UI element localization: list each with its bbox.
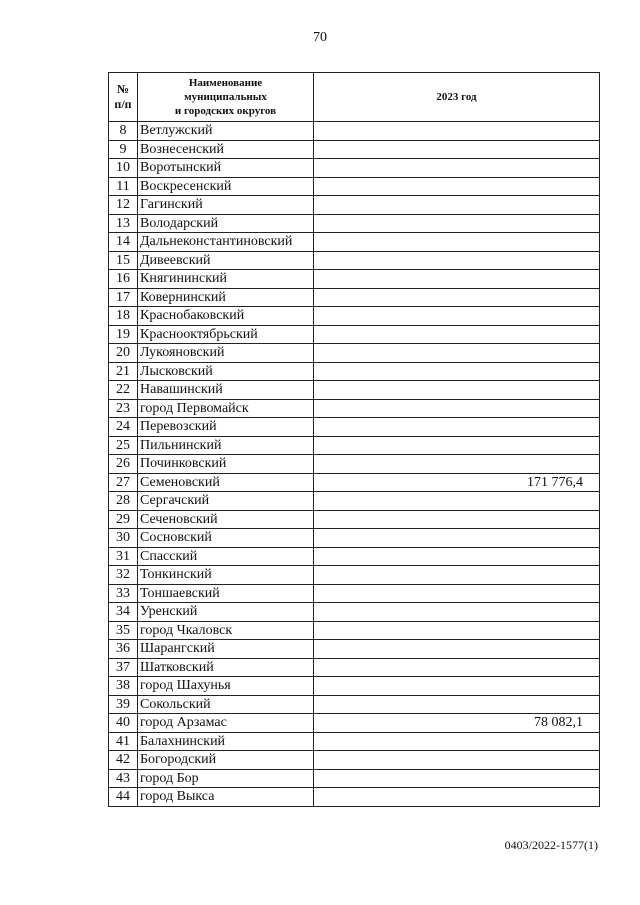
table-row [109,788,600,807]
row-value-2023: 78 082,1 [314,714,600,733]
header-name-line: муниципальных [184,91,267,103]
table-row [109,621,600,640]
header-number-line: п/п [114,97,132,111]
row-number: 26 [109,455,138,474]
row-municipality-name: Ковернинский [138,288,314,307]
row-number: 9 [109,140,138,159]
table-row [109,251,600,270]
table-row [109,640,600,659]
row-number: 25 [109,436,138,455]
row-municipality-name: Тоншаевский [138,584,314,603]
table-row [109,381,600,400]
row-municipality-name: Гагинский [138,196,314,215]
table-row [109,344,600,363]
row-municipality-name: Воскресенский [138,177,314,196]
header-year: 2023 год [314,73,600,122]
row-municipality-name: Вознесенский [138,140,314,159]
row-municipality-name: Ветлужский [138,122,314,141]
row-municipality-name: Краснобаковский [138,307,314,326]
row-number: 38 [109,677,138,696]
row-value-2023 [314,547,600,566]
row-value-2023 [314,251,600,270]
row-municipality-name: Сосновский [138,529,314,548]
row-value-2023 [314,788,600,807]
row-number: 14 [109,233,138,252]
row-municipality-name: Володарский [138,214,314,233]
header-name-line: и городских округов [174,105,277,117]
row-municipality-name: Дальнеконстантиновский [138,233,314,252]
table-row [109,695,600,714]
row-municipality-name: Дивеевский [138,251,314,270]
header-name [138,73,314,122]
row-number: 8 [109,122,138,141]
row-value-2023 [314,695,600,714]
row-value-2023 [314,233,600,252]
table-row [109,399,600,418]
row-municipality-name: Лысковский [138,362,314,381]
row-number: 22 [109,381,138,400]
row-value-2023 [314,510,600,529]
row-municipality-name: Княгининский [138,270,314,289]
table-row [109,492,600,511]
row-number: 16 [109,270,138,289]
table-row [109,177,600,196]
row-number: 36 [109,640,138,659]
table-row [109,307,600,326]
row-value-2023 [314,658,600,677]
row-value-2023 [314,603,600,622]
row-value-2023 [314,344,600,363]
row-value-2023 [314,177,600,196]
row-municipality-name: Краснооктябрьский [138,325,314,344]
row-number: 40 [109,714,138,733]
row-number: 39 [109,695,138,714]
row-value-2023 [314,325,600,344]
row-number: 31 [109,547,138,566]
table-row [109,233,600,252]
row-value-2023 [314,584,600,603]
row-value-2023 [314,399,600,418]
table-body [109,122,600,807]
row-municipality-name: Воротынский [138,159,314,178]
row-value-2023 [314,140,600,159]
row-value-2023 [314,677,600,696]
table-row [109,584,600,603]
document-code: 0403/2022-1577(1) [504,838,598,852]
table-row [109,566,600,585]
row-value-2023 [314,122,600,141]
row-municipality-name: Пильнинский [138,436,314,455]
row-number: 10 [109,159,138,178]
row-number: 17 [109,288,138,307]
table-row [109,769,600,788]
row-municipality-name: Сергачский [138,492,314,511]
row-number: 12 [109,196,138,215]
row-municipality-name: Починковский [138,455,314,474]
row-value-2023 [314,288,600,307]
row-number: 27 [109,473,138,492]
row-value-2023 [314,436,600,455]
table-header-row [109,73,600,122]
table-row [109,603,600,622]
row-value-2023 [314,529,600,548]
row-number: 42 [109,751,138,770]
row-number: 19 [109,325,138,344]
table-row [109,418,600,437]
row-municipality-name: Сеченовский [138,510,314,529]
row-municipality-name: Семеновский [138,473,314,492]
header-number [109,73,138,122]
row-number: 24 [109,418,138,437]
table-row [109,436,600,455]
row-value-2023 [314,455,600,474]
row-number: 44 [109,788,138,807]
table-row [109,473,600,492]
row-municipality-name: Тонкинский [138,566,314,585]
row-number: 33 [109,584,138,603]
row-municipality-name: город Арзамас [138,714,314,733]
table-row [109,751,600,770]
table-row [109,122,600,141]
row-municipality-name: Сокольский [138,695,314,714]
row-number: 20 [109,344,138,363]
row-value-2023 [314,381,600,400]
table-row [109,455,600,474]
row-value-2023 [314,640,600,659]
row-value-2023 [314,214,600,233]
row-number: 23 [109,399,138,418]
row-number: 43 [109,769,138,788]
row-number: 21 [109,362,138,381]
row-value-2023 [314,732,600,751]
row-number: 35 [109,621,138,640]
table-row [109,270,600,289]
row-value-2023 [314,307,600,326]
row-value-2023 [314,492,600,511]
table-row [109,732,600,751]
row-number: 41 [109,732,138,751]
row-value-2023 [314,270,600,289]
row-value-2023 [314,621,600,640]
row-municipality-name: Уренский [138,603,314,622]
municipalities-table [108,72,600,807]
table-row [109,288,600,307]
table-row [109,159,600,178]
header-number-line: № [116,82,130,96]
row-municipality-name: Лукояновский [138,344,314,363]
table-row [109,510,600,529]
row-municipality-name: Богородский [138,751,314,770]
table-row [109,658,600,677]
table-row [109,547,600,566]
row-municipality-name: город Шахунья [138,677,314,696]
row-number: 34 [109,603,138,622]
row-number: 29 [109,510,138,529]
row-municipality-name: город Бор [138,769,314,788]
row-municipality-name: Шатковский [138,658,314,677]
row-municipality-name: Балахнинский [138,732,314,751]
row-municipality-name: Спасский [138,547,314,566]
row-number: 30 [109,529,138,548]
row-number: 15 [109,251,138,270]
row-municipality-name: город Первомайск [138,399,314,418]
header-name-line: Наименование [188,77,263,89]
row-municipality-name: город Чкаловск [138,621,314,640]
row-municipality-name: Шарангский [138,640,314,659]
row-value-2023: 171 776,4 [314,473,600,492]
row-value-2023 [314,769,600,788]
row-municipality-name: город Выкса [138,788,314,807]
row-number: 32 [109,566,138,585]
row-number: 37 [109,658,138,677]
row-value-2023 [314,418,600,437]
row-number: 13 [109,214,138,233]
row-municipality-name: Навашинский [138,381,314,400]
row-number: 11 [109,177,138,196]
row-value-2023 [314,362,600,381]
table-row [109,214,600,233]
table-row [109,714,600,733]
row-number: 28 [109,492,138,511]
table-row [109,196,600,215]
table-row [109,362,600,381]
table-row [109,140,600,159]
row-value-2023 [314,196,600,215]
row-value-2023 [314,751,600,770]
table-row [109,677,600,696]
row-number: 18 [109,307,138,326]
table-row [109,325,600,344]
row-value-2023 [314,159,600,178]
row-municipality-name: Перевозский [138,418,314,437]
page-number: 70 [313,30,327,45]
row-value-2023 [314,566,600,585]
table-row [109,529,600,548]
